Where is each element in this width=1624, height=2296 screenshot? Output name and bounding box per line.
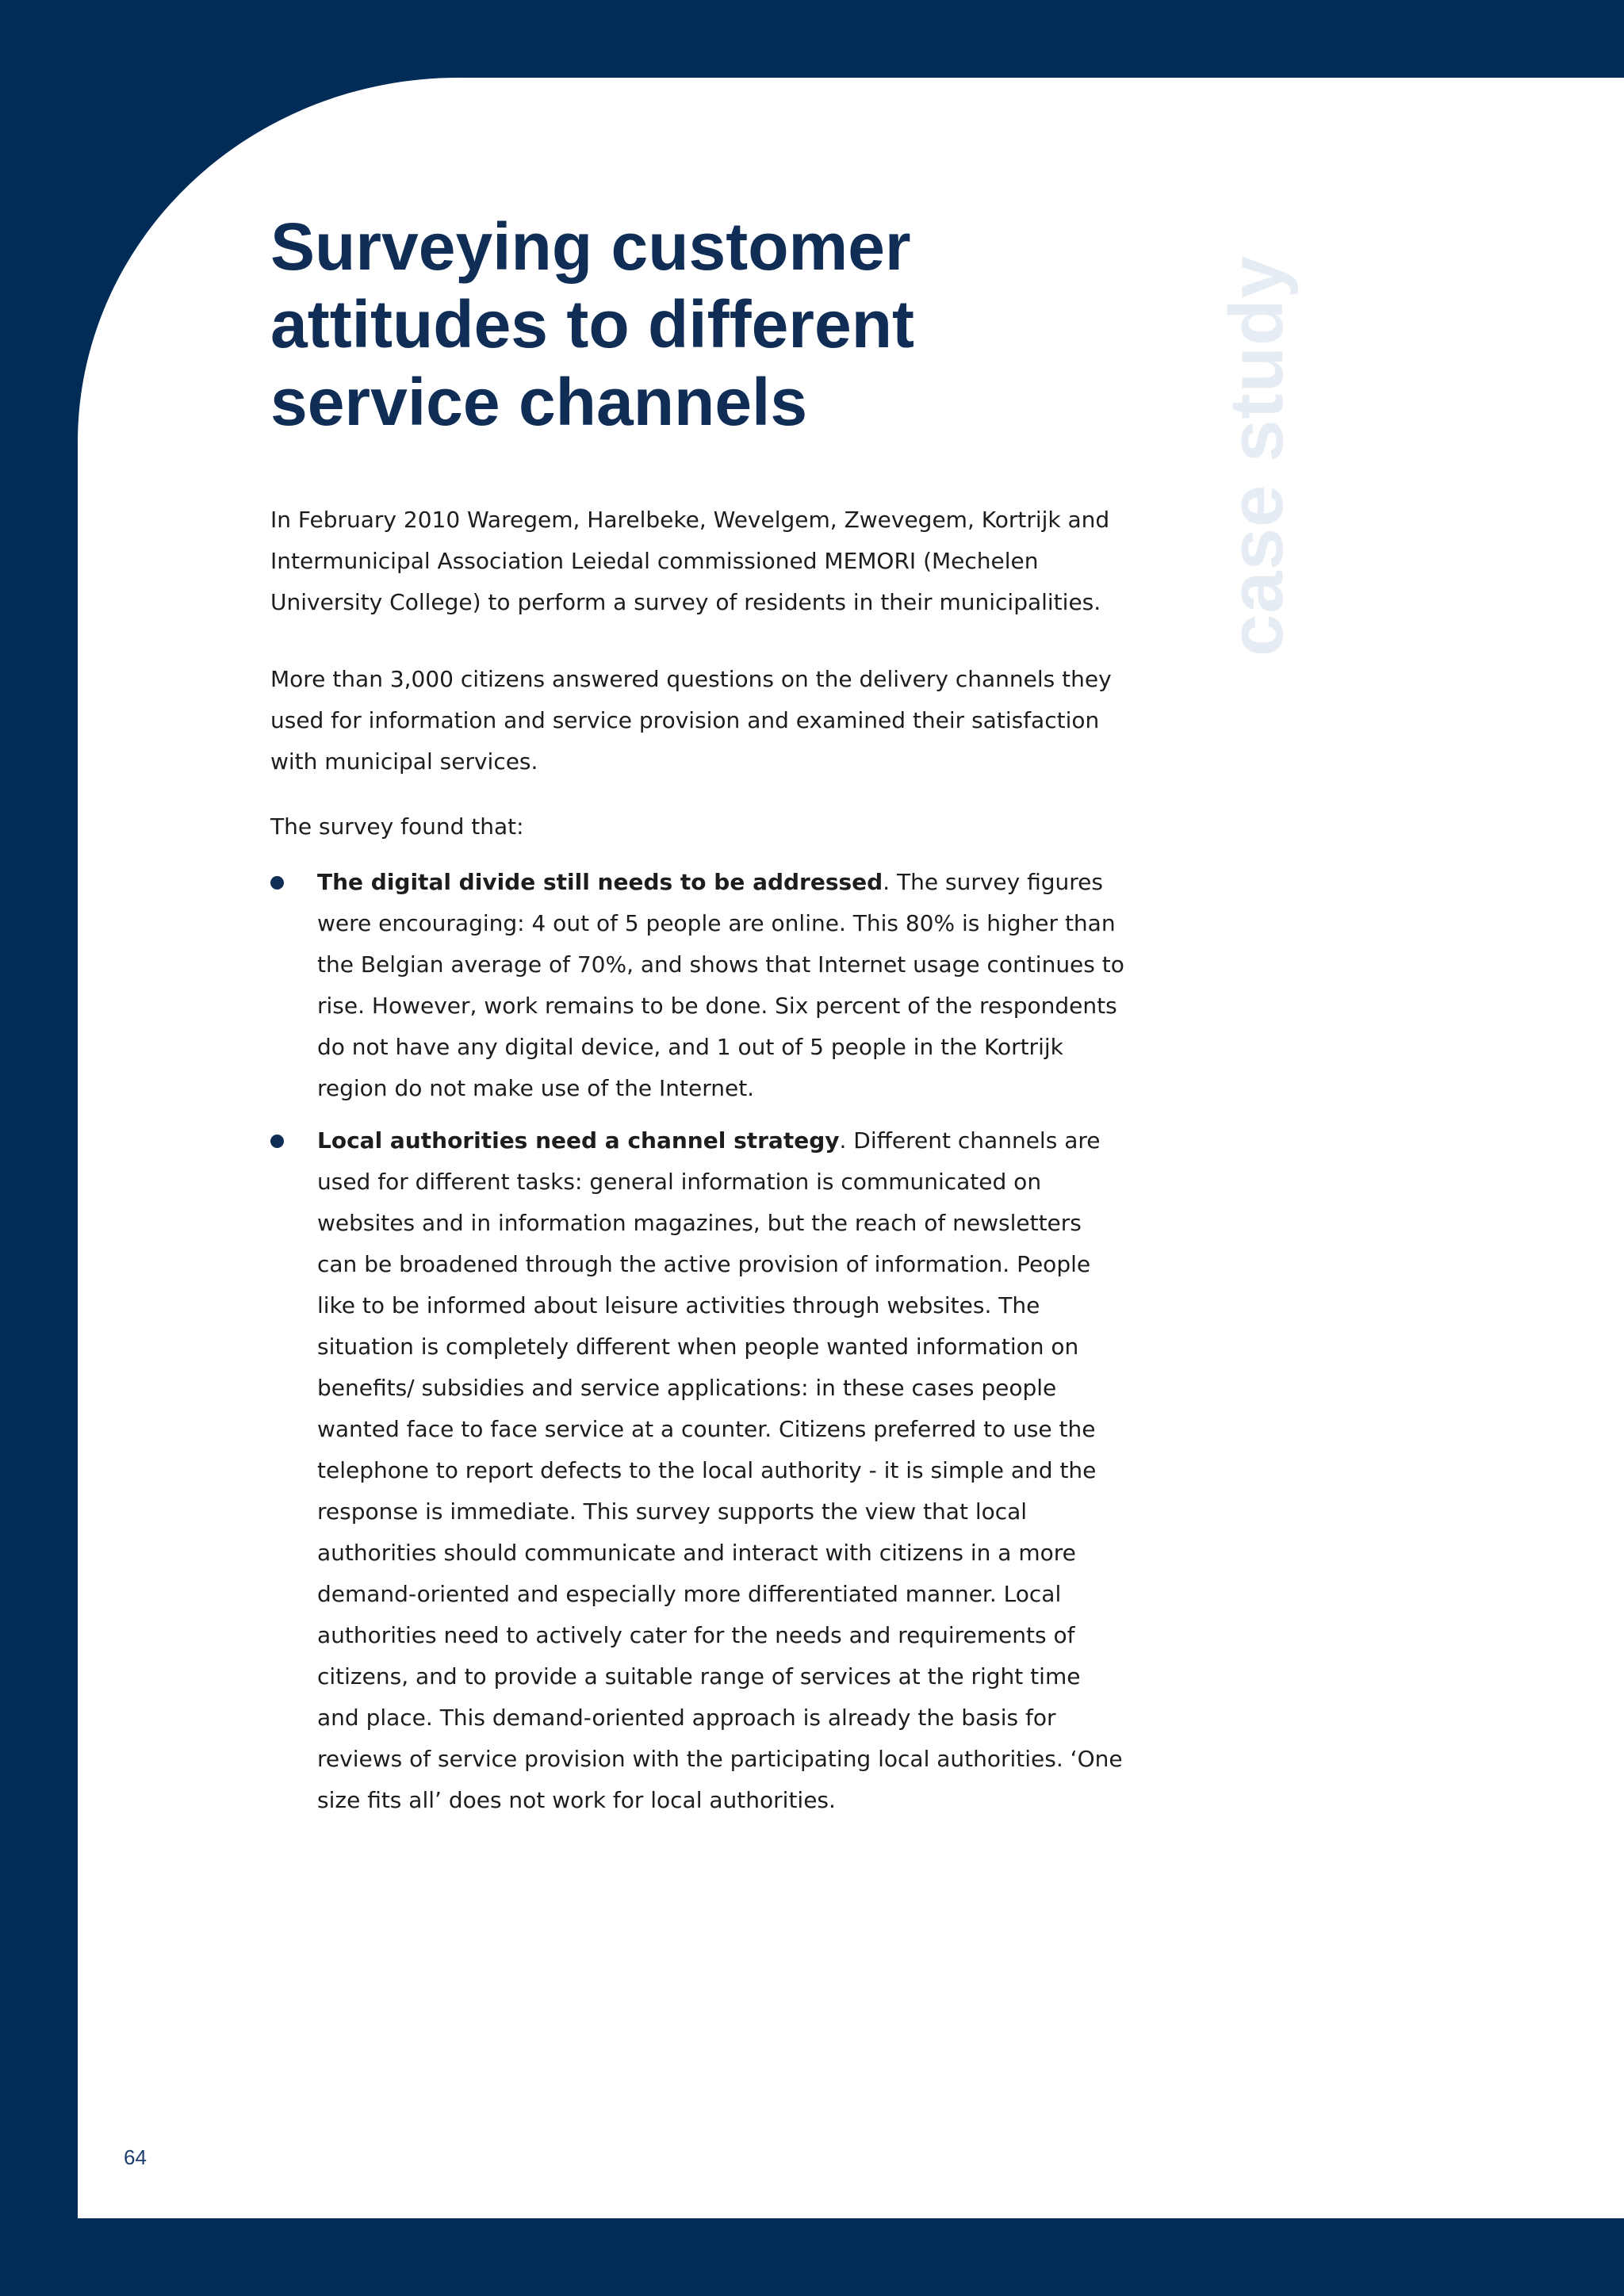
bullet-icon xyxy=(270,876,284,890)
page-title xyxy=(270,208,1063,441)
finding-text: . Different channels are used for different tasks: general information is communicated on websites and in information magazines, but the reach of newsletters can be broadened through the active provision of information. People like to be informed about leisure activities through websites. The situation is completely different when people wanted information on benefits/ subsidies and service applications: in these cases people wanted face to face service at a counter. Citizens preferred to use the telephone to report defects to the local authority - it is simple and the response is immediate. This survey supports the view that local authorities should communicate and interact with citizens in a more demand-oriented and especially more differentiated manner. Local authorities need to actively cater for the needs and requirements of citizens, and to provide a suitable range of services at the right time and place. This demand-oriented approach is already the basis for reviews of service provision with the participating local authorities. ‘One size fits all’ does not work for local authorities. xyxy=(317,1127,1123,1813)
findings-intro: The survey found that: xyxy=(270,813,524,840)
case-study-side-label xyxy=(1214,226,1299,686)
list-item xyxy=(270,862,1127,1109)
case-study-label-text: case study xyxy=(1214,254,1299,657)
finding-lead: Local authorities need a channel strategy xyxy=(317,1127,840,1154)
title-line: service channels xyxy=(270,365,808,439)
list-item xyxy=(270,1120,1127,1821)
page-number: 64 xyxy=(124,2145,147,2169)
finding-lead: The digital divide still needs to be addressed xyxy=(317,869,883,895)
intro-paragraph: In February 2010 Waregem, Harelbeke, Wevelgem, Zwevegem, Kortrijk and Intermunicipal Association Leiedal commissioned MEMORI (Mechelen University College) to perform a survey of residents in their municipalities. xyxy=(270,507,1110,615)
article-body xyxy=(270,499,1127,1832)
findings-list xyxy=(270,862,1127,1821)
bullet-icon xyxy=(270,1135,284,1148)
finding-text: . The survey figures were encouraging: 4 out of 5 people are online. This 80% is higher than the Belgian average of 70%, and shows that Internet usage continues to rise. However, work remains to be done. Six percent of the respondents do not have any digital device, and 1 out of 5 people in the Kortrijk region do not make use of the Internet. xyxy=(317,869,1124,1101)
title-line: Surveying customer xyxy=(270,209,911,284)
title-line: attitudes to different xyxy=(270,287,914,362)
survey-paragraph: More than 3,000 citizens answered questions on the delivery channels they used for information and service provision and examined their satisfaction with municipal services. xyxy=(270,666,1112,775)
